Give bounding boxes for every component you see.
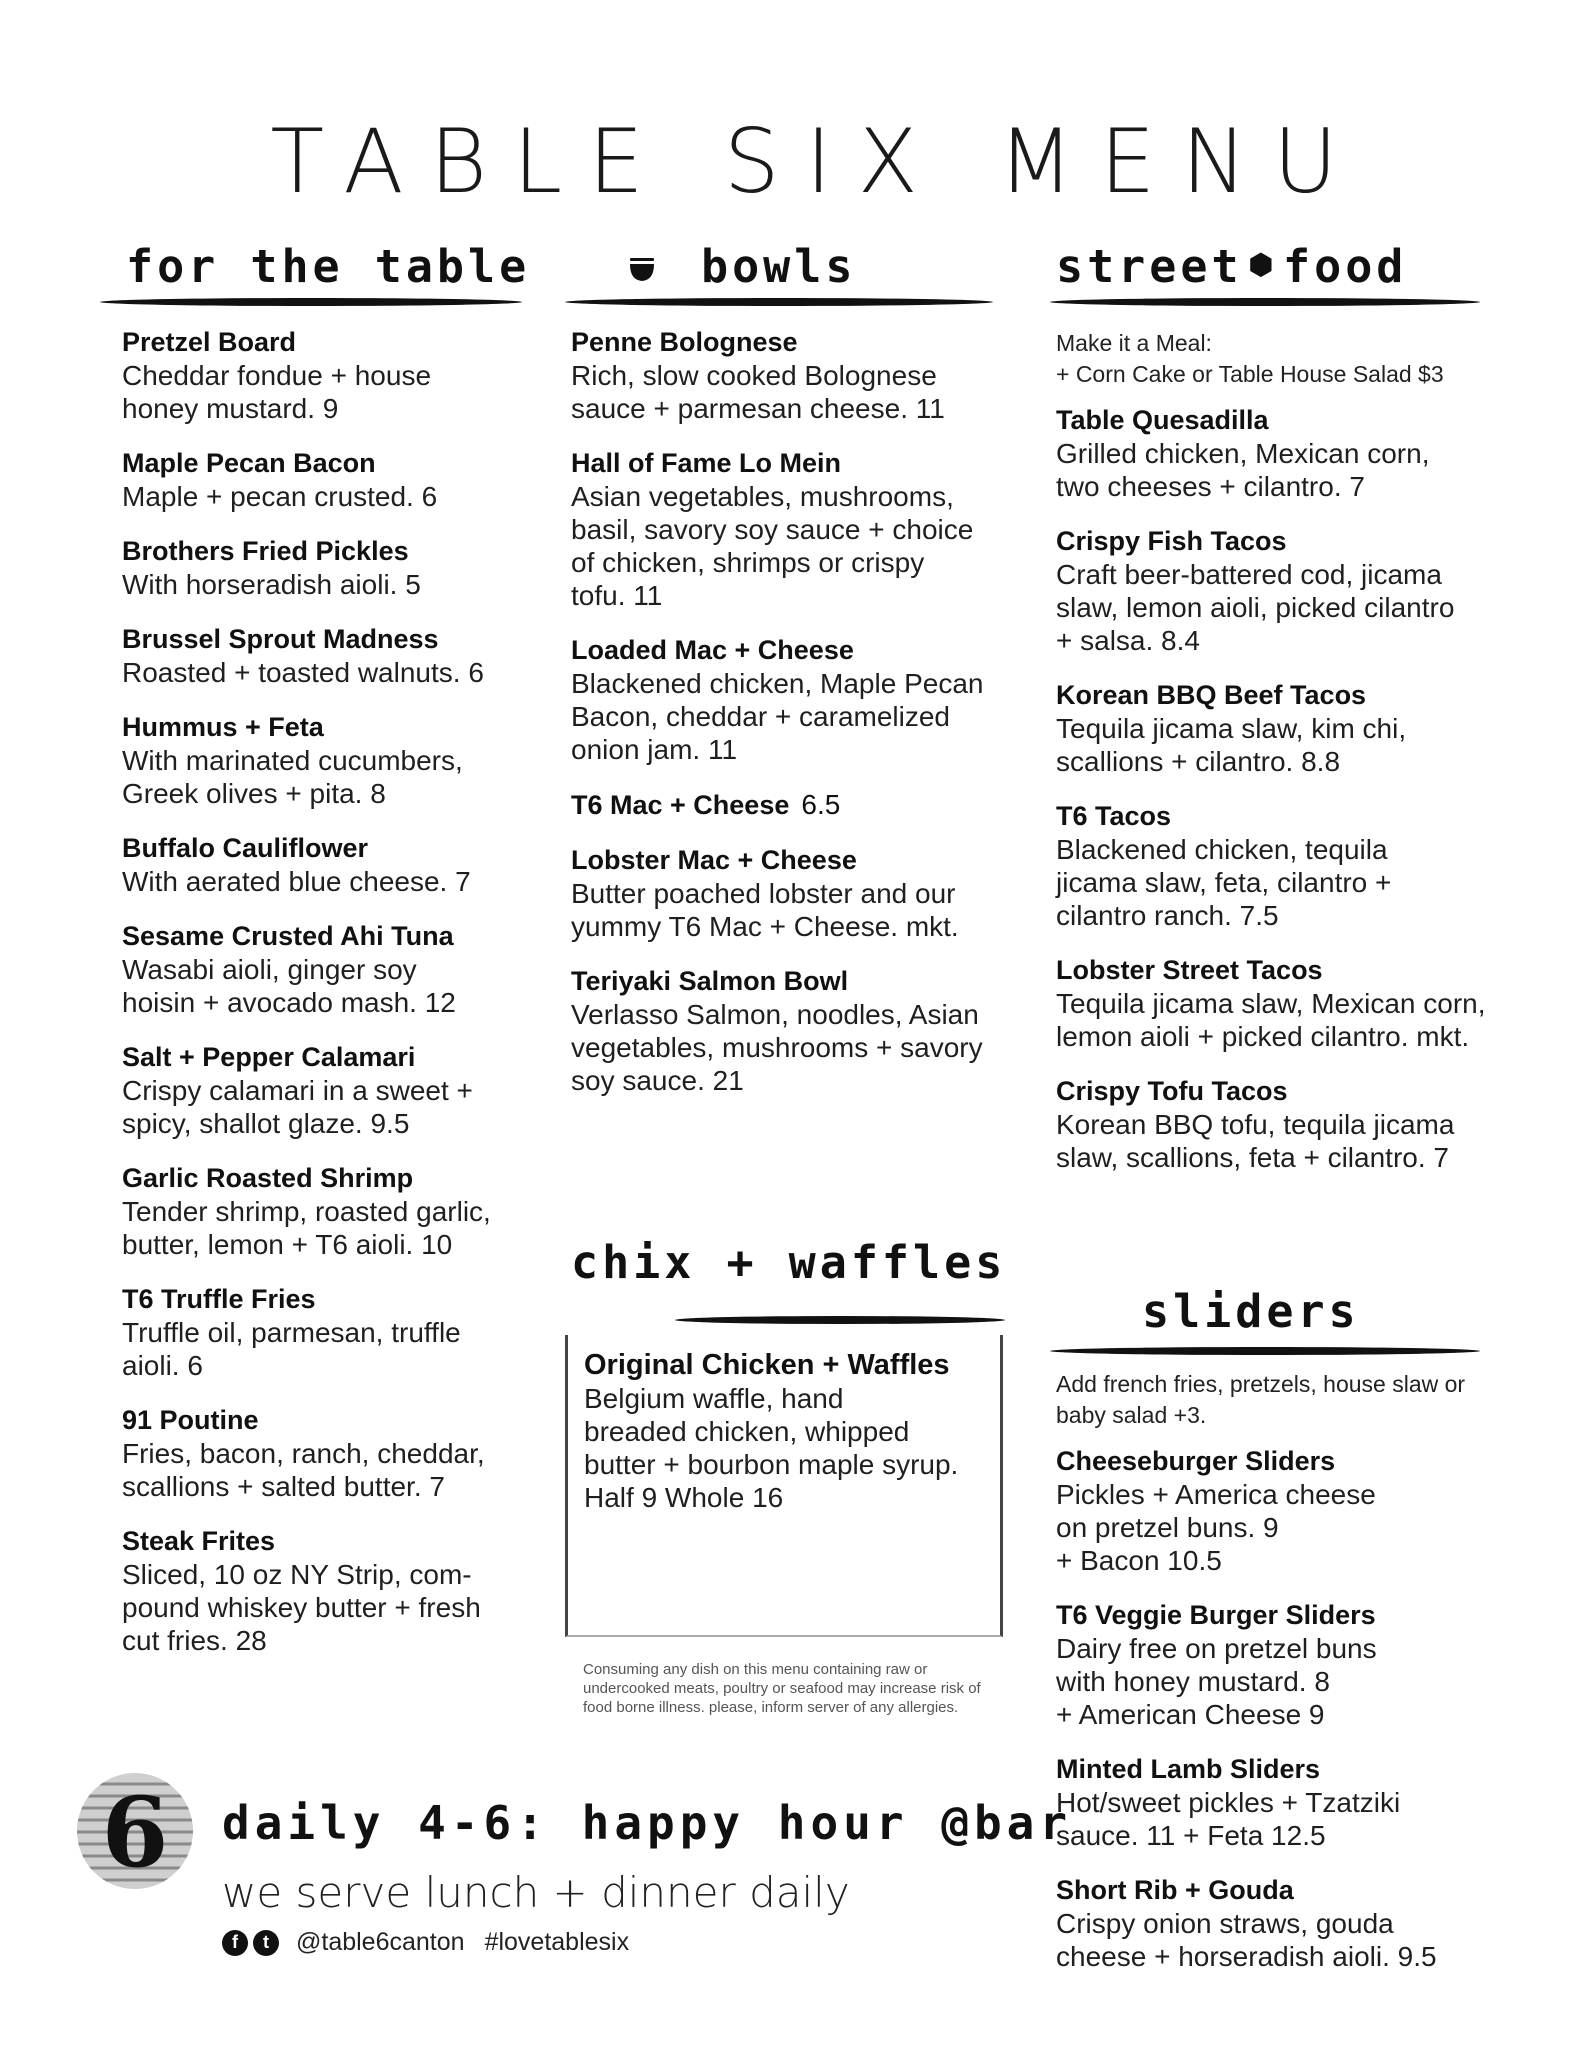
section-title: chix + waffles xyxy=(571,1236,1007,1289)
menu-item xyxy=(122,1283,530,1382)
menu-item xyxy=(1056,1445,1520,1577)
menu-item xyxy=(1056,1599,1520,1731)
twitter-icon[interactable]: t xyxy=(253,1930,279,1956)
brush-divider xyxy=(1050,1347,1480,1355)
menu-item xyxy=(1056,679,1520,778)
item-name: Garlic Roasted Shrimp xyxy=(122,1163,414,1193)
section-title-left: street xyxy=(1056,240,1243,293)
menu-item xyxy=(571,844,1015,943)
item-name: Maple Pecan Bacon xyxy=(122,448,376,478)
food-safety-disclaimer: Consuming any dish on this menu containing raw or undercooked meats, poultry or seafood may increase risk of food borne illness. please, inform server of any allergies. xyxy=(583,1661,981,1716)
item-name: T6 Truffle Fries xyxy=(122,1284,316,1314)
item-desc: Crispy onion straws, gouda cheese + horseradish aioli. 9.5 xyxy=(1056,1908,1437,1972)
logo-number: 6 xyxy=(101,1776,169,1889)
street-food-section xyxy=(1050,240,1520,1196)
section-title xyxy=(1056,240,1408,293)
item-name: Hummus + Feta xyxy=(122,712,324,742)
item-desc: Crispy calamari in a sweet + spicy, shallot glaze. 9.5 xyxy=(122,1075,473,1139)
bowls-header xyxy=(565,240,1015,310)
item-name: Penne Bolognese xyxy=(571,327,798,357)
for-the-table-items xyxy=(100,326,530,1657)
for-the-table-header xyxy=(100,240,530,310)
menu-item xyxy=(1056,404,1520,503)
item-desc: Tender shrimp, roasted garlic, butter, lemon + T6 aioli. 10 xyxy=(122,1196,491,1260)
menu-item xyxy=(1056,1075,1520,1174)
item-desc: With aerated blue cheese. 7 xyxy=(122,866,471,897)
item-name: Crispy Tofu Tacos xyxy=(1056,1076,1288,1106)
item-desc: Verlasso Salmon, noodles, Asian vegetables, mushrooms + savory soy sauce. 21 xyxy=(571,999,983,1096)
sliders-note: Add french fries, pretzels, house slaw or baby salad +3. xyxy=(1056,1371,1466,1428)
item-desc: Belgium waffle, hand breaded chicken, whipped butter + bourbon maple syrup. Half 9 Whole 16 xyxy=(584,1383,959,1513)
item-desc: Asian vegetables, mushrooms, basil, savory soy sauce + choice of chicken, shrimps or crispy tofu. 11 xyxy=(571,481,974,611)
hexagon-icon: ⬢ xyxy=(1248,248,1278,281)
menu-item xyxy=(571,788,1015,822)
bowls-section xyxy=(565,240,1015,1119)
section-title: sliders xyxy=(1142,1285,1360,1338)
menu-item xyxy=(571,965,1015,1097)
item-name: Table Quesadilla xyxy=(1056,405,1269,435)
item-desc: Grilled chicken, Mexican corn, two cheeses + cilantro. 7 xyxy=(1056,438,1430,502)
item-name: Korean BBQ Beef Tacos xyxy=(1056,680,1367,710)
menu-item xyxy=(122,920,530,1019)
menu-item xyxy=(1056,1874,1520,1973)
table-six-logo xyxy=(74,1770,196,1892)
bowls-items xyxy=(565,326,1015,1097)
menu-item xyxy=(1056,954,1520,1053)
menu-item xyxy=(122,535,530,601)
menu-item xyxy=(571,326,1015,425)
social-handle[interactable]: @table6canton xyxy=(296,1928,465,1956)
sliders-items xyxy=(1050,1369,1520,1973)
item-name: Loaded Mac + Cheese xyxy=(571,635,854,665)
for-the-table-section xyxy=(100,240,530,1679)
item-desc: With marinated cucumbers, Greek olives + pita. 8 xyxy=(122,745,463,809)
brush-divider xyxy=(100,298,522,306)
chix-waffles-header xyxy=(565,1236,1005,1306)
section-title-right: food xyxy=(1283,240,1408,293)
happy-hour: daily 4-6: happy hour @bar xyxy=(222,1796,1073,1850)
brush-divider xyxy=(565,298,993,306)
item-name: Steak Frites xyxy=(122,1526,276,1556)
item-name: Pretzel Board xyxy=(122,327,297,357)
item-desc: Truffle oil, parmesan, truffle aioli. 6 xyxy=(122,1317,461,1381)
chix-waffles-box xyxy=(565,1335,1003,1637)
item-name: Brussel Sprout Madness xyxy=(122,624,439,654)
street-food-items xyxy=(1050,328,1520,1174)
item-name: Teriyaki Salmon Bowl xyxy=(571,966,849,996)
brush-divider xyxy=(675,1316,1005,1324)
lunch-dinner-note: we serve lunch + dinner daily xyxy=(222,1868,850,1917)
item-desc: Rich, slow cooked Bolognese sauce + parmesan cheese. 11 xyxy=(571,360,945,424)
item-desc: Korean BBQ tofu, tequila jicama slaw, scallions, feta + cilantro. 7 xyxy=(1056,1109,1455,1173)
item-desc: Sliced, 10 oz NY Strip, com- pound whiskey butter + fresh cut fries. 28 xyxy=(122,1559,481,1656)
menu-item xyxy=(122,711,530,810)
item-desc: Tequila jicama slaw, Mexican corn, lemon aioli + picked cilantro. mkt. xyxy=(1056,988,1486,1052)
item-desc: Tequila jicama slaw, kim chi, scallions + cilantro. 8.8 xyxy=(1056,713,1407,777)
item-name: Sesame Crusted Ahi Tuna xyxy=(122,921,454,951)
item-desc: Pickles + America cheese on pretzel buns. 9 + Bacon 10.5 xyxy=(1056,1479,1376,1576)
item-name: Buffalo Cauliflower xyxy=(122,833,369,863)
item-name: T6 Veggie Burger Sliders xyxy=(1056,1600,1376,1630)
street-food-header xyxy=(1050,240,1520,310)
item-name: 91 Poutine xyxy=(122,1405,259,1435)
item-name: Hall of Fame Lo Mein xyxy=(571,448,842,478)
item-desc: Blackened chicken, tequila jicama slaw, feta, cilantro + cilantro ranch. 7.5 xyxy=(1056,834,1392,931)
item-desc: With horseradish aioli. 5 xyxy=(122,569,421,600)
item-name: Short Rib + Gouda xyxy=(1056,1875,1294,1905)
item-name: Cheeseburger Sliders xyxy=(1056,1446,1336,1476)
menu-item xyxy=(568,1335,1000,1514)
item-desc: Craft beer-battered cod, jicama slaw, lemon aioli, picked cilantro + salsa. 8.4 xyxy=(1056,559,1455,656)
item-desc: Hot/sweet pickles + Tzatziki sauce. 11 + Feta 12.5 xyxy=(1056,1787,1401,1851)
menu-item xyxy=(122,623,530,689)
item-name: Crispy Fish Tacos xyxy=(1056,526,1287,556)
facebook-icon[interactable]: f xyxy=(222,1930,248,1956)
item-name: Salt + Pepper Calamari xyxy=(122,1042,416,1072)
menu-item xyxy=(122,832,530,898)
menu-item xyxy=(122,1041,530,1140)
item-name: Brothers Fried Pickles xyxy=(122,536,409,566)
meal-note-line: Make it a Meal: xyxy=(1056,330,1212,356)
item-desc: Cheddar fondue + house honey mustard. 9 xyxy=(122,360,432,424)
social-hashtag[interactable]: #lovetablesix xyxy=(484,1928,630,1956)
section-title: bowls xyxy=(701,240,857,293)
item-name: Original Chicken + Waffles xyxy=(584,1349,950,1381)
menu-title: TABLE SIX MENU xyxy=(270,110,1364,213)
item-desc: Dairy free on pretzel buns with honey mustard. 8 + American Cheese 9 xyxy=(1056,1633,1377,1730)
item-name-text: T6 Mac + Cheese xyxy=(571,790,790,820)
menu-item xyxy=(122,326,530,425)
item-name: Lobster Street Tacos xyxy=(1056,955,1323,985)
menu-item xyxy=(1056,1753,1520,1852)
menu-item xyxy=(122,1162,530,1261)
item-name: Minted Lamb Sliders xyxy=(1056,1754,1321,1784)
menu-item xyxy=(1056,800,1520,932)
item-name: T6 Tacos xyxy=(1056,801,1172,831)
meal-note xyxy=(1056,328,1520,390)
section-title: for the table xyxy=(126,240,531,293)
item-desc: Fries, bacon, ranch, cheddar, scallions + salted butter. 7 xyxy=(122,1438,485,1502)
item-desc: Wasabi aioli, ginger soy hoisin + avocado mash. 12 xyxy=(122,954,456,1018)
menu-item xyxy=(571,447,1015,612)
item-price: 6.5 xyxy=(801,789,841,820)
chix-waffles-head xyxy=(565,1236,1005,1306)
menu-item xyxy=(122,447,530,513)
item-name xyxy=(571,788,1015,822)
sliders-section xyxy=(1050,1285,1520,1995)
social-links xyxy=(222,1928,629,1957)
item-desc: Roasted + toasted walnuts. 6 xyxy=(122,657,484,688)
menu-item xyxy=(1056,525,1520,657)
meal-note-line: + Corn Cake or Table House Salad $3 xyxy=(1056,361,1444,387)
item-desc: Blackened chicken, Maple Pecan Bacon, cheddar + caramelized onion jam. 11 xyxy=(571,668,984,765)
item-desc: Maple + pecan crusted. 6 xyxy=(122,481,438,512)
item-desc: Butter poached lobster and our yummy T6 Mac + Cheese. mkt. xyxy=(571,878,959,942)
sliders-header xyxy=(1050,1285,1520,1355)
bowl-icon xyxy=(627,254,657,284)
item-name: Lobster Mac + Cheese xyxy=(571,845,857,875)
menu-item xyxy=(122,1525,530,1657)
menu-item xyxy=(122,1404,530,1503)
brush-divider xyxy=(1050,298,1480,306)
menu-item xyxy=(571,634,1015,766)
